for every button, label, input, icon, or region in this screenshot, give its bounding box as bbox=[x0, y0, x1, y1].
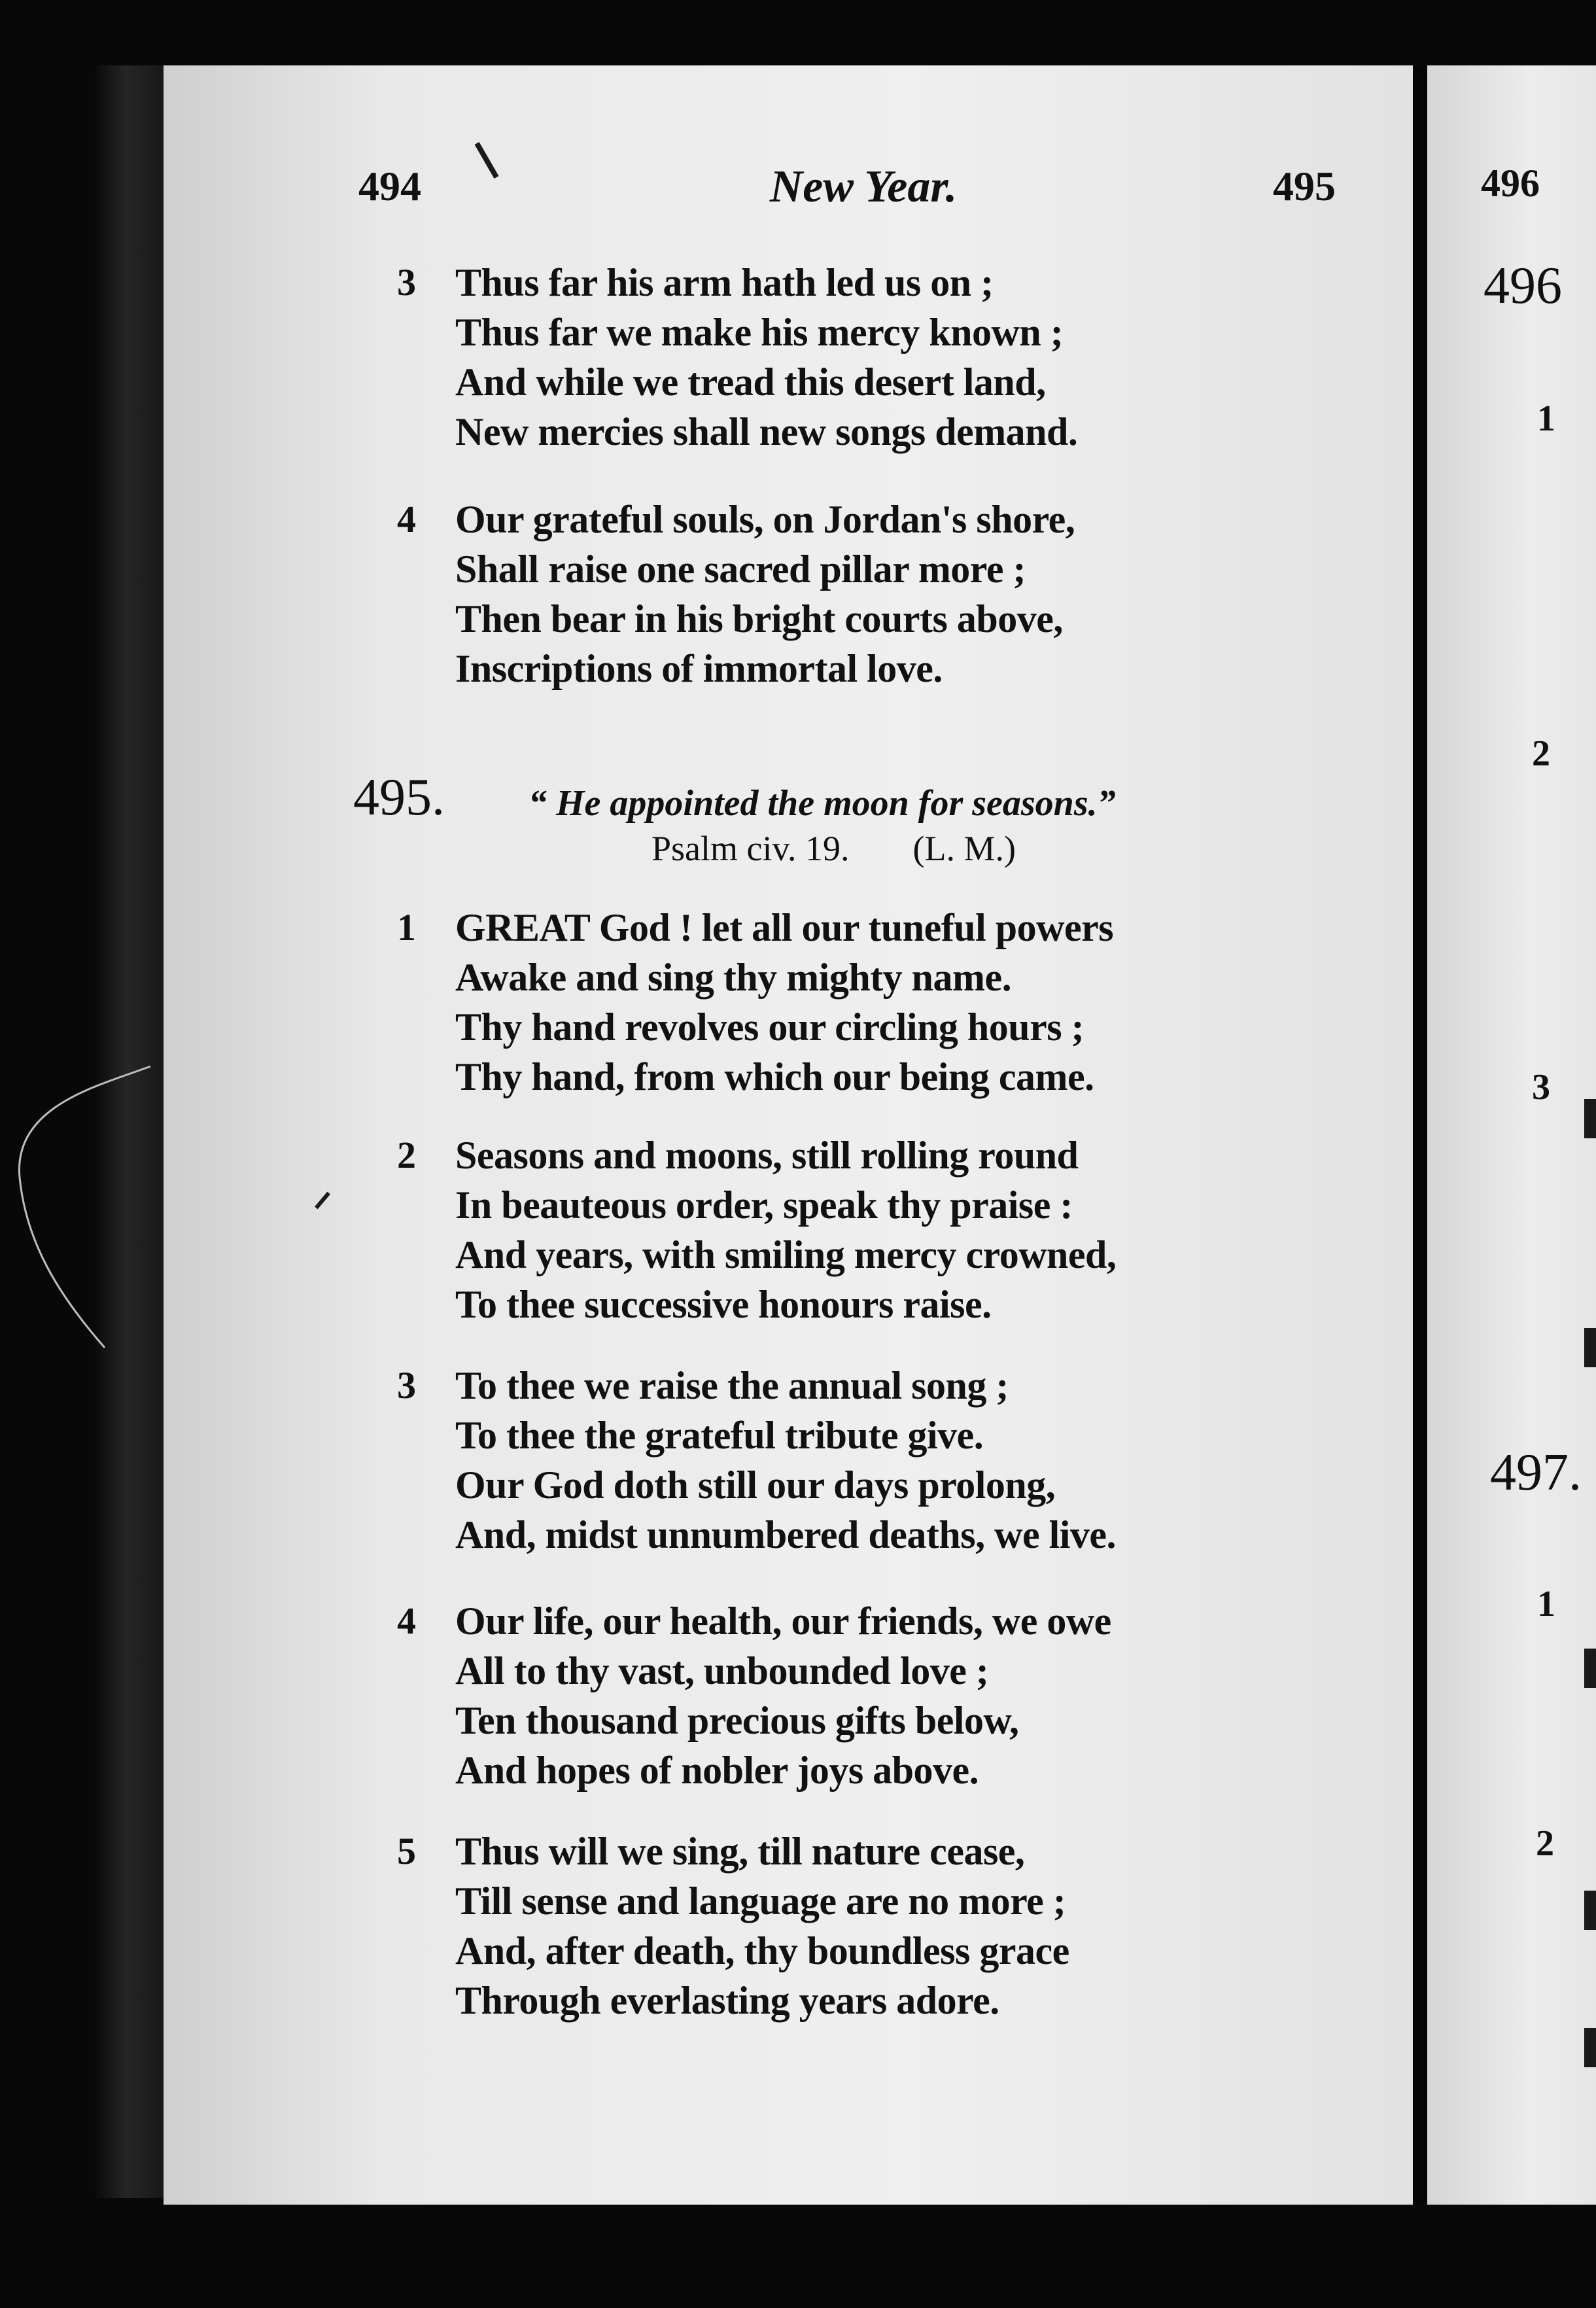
cropped-glyph bbox=[1584, 1328, 1596, 1367]
verse-line: Thy hand, from which our being came. bbox=[455, 1055, 1094, 1098]
verse-line: Through everlasting years adore. bbox=[455, 1979, 999, 2022]
verse-line: Thus far his arm hath led us on ; bbox=[455, 261, 994, 304]
verse-line: Shall raise one sacred pillar more ; bbox=[455, 548, 1026, 591]
verse-line: And, after death, thy boundless grace bbox=[455, 1929, 1069, 1972]
adjacent-stanza-number-b1: 1 bbox=[1537, 1584, 1555, 1624]
verse-line: Ten thousand precious gifts below, bbox=[455, 1699, 1019, 1742]
verse-line: And years, with smiling mercy crowned, bbox=[455, 1233, 1117, 1276]
verse-line: And, midst unnumbered deaths, we live. bbox=[455, 1513, 1117, 1556]
verse-line: GREAT God ! let all our tuneful powers bbox=[455, 906, 1114, 949]
verse-line: To thee successive honours raise. bbox=[455, 1283, 992, 1326]
verse-line: Seasons and moons, still rolling round bbox=[455, 1134, 1079, 1177]
cropped-glyph bbox=[1584, 1099, 1596, 1138]
adjacent-stanza-number-b2: 2 bbox=[1536, 1823, 1554, 1864]
hymn-epigraph: “ He appointed the moon for seasons.” bbox=[529, 783, 1116, 824]
scan-thread-artifact bbox=[0, 1047, 170, 1387]
verse-line: And while we tread this desert land, bbox=[455, 360, 1046, 404]
scripture-reference: Psalm civ. 19. bbox=[651, 829, 850, 868]
stanza-number: 4 bbox=[397, 1600, 416, 1642]
adjacent-stanza-number-3: 3 bbox=[1532, 1067, 1550, 1108]
book-gutter bbox=[1413, 65, 1427, 2205]
verse-line: And hopes of nobler joys above. bbox=[455, 1749, 979, 1792]
adjacent-stanza-number-2: 2 bbox=[1532, 733, 1550, 774]
verse-line: Thus far we make his mercy known ; bbox=[455, 311, 1064, 354]
verse-line: New mercies shall new songs demand. bbox=[455, 410, 1078, 453]
hymn-number: 495. bbox=[353, 769, 445, 826]
cropped-glyph bbox=[1584, 2028, 1596, 2067]
adjacent-page-fragment bbox=[1427, 65, 1596, 2205]
verse-line: Thus will we sing, till nature cease, bbox=[455, 1830, 1025, 1873]
verse-line: Our grateful souls, on Jordan's shore, bbox=[455, 498, 1075, 541]
verse-line: Then bear in his bright courts above, bbox=[455, 597, 1063, 640]
adjacent-hymn-number-top: 496 bbox=[1483, 257, 1562, 315]
hymn-meter: (L. M.) bbox=[912, 829, 1016, 868]
verse-line: Thy hand revolves our circling hours ; bbox=[455, 1005, 1084, 1049]
verse-line: Awake and sing thy mighty name. bbox=[455, 956, 1012, 999]
scripture-reference-line bbox=[651, 828, 1016, 869]
stanza-number: 1 bbox=[397, 906, 416, 949]
stanza-number: 4 bbox=[397, 498, 416, 540]
running-title: New Year. bbox=[769, 162, 958, 212]
verse-line: To thee we raise the annual song ; bbox=[455, 1364, 1009, 1407]
verse-line: Our life, our health, our friends, we owe bbox=[455, 1600, 1111, 1643]
verse-line: All to thy vast, unbounded love ; bbox=[455, 1649, 989, 1692]
adjacent-page-number: 496 bbox=[1481, 162, 1540, 205]
stanza-number: 3 bbox=[397, 261, 416, 304]
cropped-glyph bbox=[1584, 1649, 1596, 1688]
verse-line: In beauteous order, speak thy praise : bbox=[455, 1183, 1073, 1227]
verse-line: Inscriptions of immortal love. bbox=[455, 647, 943, 690]
verse-line: Till sense and language are no more ; bbox=[455, 1880, 1066, 1923]
adjacent-hymn-number-bottom: 497. bbox=[1490, 1444, 1582, 1501]
stanza-number: 5 bbox=[397, 1830, 416, 1872]
verse-line: Our God doth still our days prolong, bbox=[455, 1463, 1056, 1507]
adjacent-stanza-number-1: 1 bbox=[1537, 398, 1555, 439]
stanza-number: 2 bbox=[397, 1134, 416, 1176]
page-number-left: 494 bbox=[358, 163, 421, 209]
verse-line: To thee the grateful tribute give. bbox=[455, 1414, 984, 1457]
header-hymn-number: 495 bbox=[1273, 163, 1336, 209]
stanza-number: 3 bbox=[397, 1364, 416, 1407]
cropped-glyph bbox=[1584, 1891, 1596, 1930]
